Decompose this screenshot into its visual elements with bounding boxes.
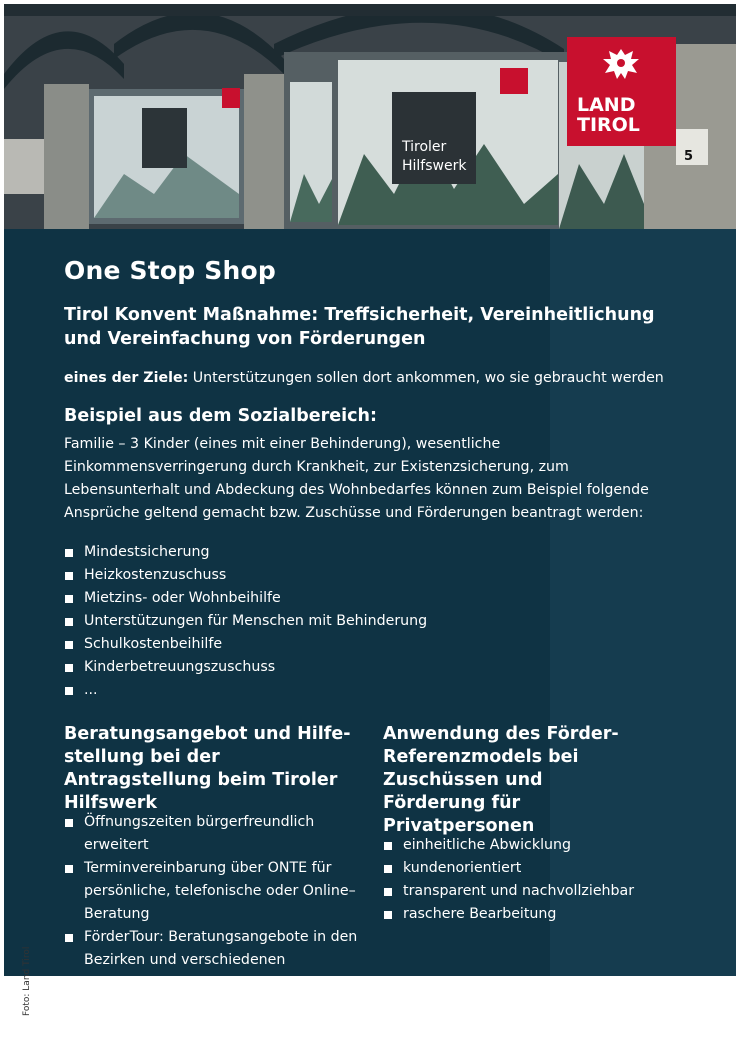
- list-item: einheitliche Abwicklung: [383, 834, 703, 857]
- list-item: FörderTour: Beratungsangebote in den Bezirken und verschiedenen: [64, 926, 364, 995]
- list-item: Mietzins- oder Wohnbeihilfe: [64, 587, 664, 610]
- goal-line: [64, 370, 664, 386]
- eagle-icon: [601, 45, 641, 85]
- example-heading: Beispiel aus dem Sozialbereich:: [64, 406, 377, 426]
- list-item: Schulkostenbeihilfe: [64, 633, 664, 656]
- list-item: transparent und nachvollziehbar: [383, 880, 703, 903]
- house-number: 5: [684, 149, 694, 164]
- storefront-sign-line1: Tiroler: [402, 139, 447, 155]
- logo-line2: TIROL: [577, 114, 640, 136]
- list-item: Heizkostenzuschuss: [64, 564, 664, 587]
- list-item: Terminvereinbarung über ONTE für persönliche, telefonische oder Online–Beratung: [64, 857, 364, 926]
- right-column-heading: Anwendung des Förder-Referenzmodels bei Zuschüssen und Förderung für Privatpersonen: [383, 724, 619, 836]
- example-list: [64, 541, 664, 702]
- example-text: Familie – 3 Kinder (eines mit einer Behinderung), wesentliche Einkommensverringerung durch Krankheit, zur Existenzsicherung, zum Lebensunterhalt und Abdeckung des Wohnbedarfes können zum Beispiel folgende Ansprüche geltend gemacht bzw. Zuschüsse und Förderungen beantragt werden:: [64, 436, 649, 521]
- subtitle: Tirol Konvent Maßnahme: Treffsicherheit, Vereinheitlichung und Vereinfachung von Förderungen: [64, 305, 655, 349]
- list-item: Mindestsicherung: [64, 541, 664, 564]
- goal-text: Unterstützungen sollen dort ankommen, wo sie gebraucht werden: [188, 370, 664, 386]
- list-item: ...: [64, 679, 664, 702]
- goal-label: eines der Ziele:: [64, 370, 189, 386]
- list-item: Kinderbetreuungszuschuss: [64, 656, 664, 679]
- photo-credit: Foto: Land Tirol: [22, 946, 32, 1016]
- storefront-sign-line2: Hilfswerk: [402, 158, 467, 174]
- left-column-heading: Beratungsangebot und Hilfestellung bei der Antragstellung beim Tiroler Hilfswerk: [64, 724, 351, 813]
- bottom-margin: [4, 976, 736, 1035]
- list-item: Öffnungszeiten bürgerfreundlich erweitert: [64, 811, 364, 857]
- right-column-list: [383, 834, 703, 926]
- land-tirol-logo: [567, 37, 676, 146]
- logo-line1: LAND: [577, 94, 636, 116]
- left-column-list: [64, 811, 364, 995]
- list-item: kundenorientiert: [383, 857, 703, 880]
- list-item: raschere Bearbeitung: [383, 903, 703, 926]
- list-item: Unterstützungen für Menschen mit Behinderung: [64, 610, 664, 633]
- page-title: One Stop Shop: [64, 256, 276, 285]
